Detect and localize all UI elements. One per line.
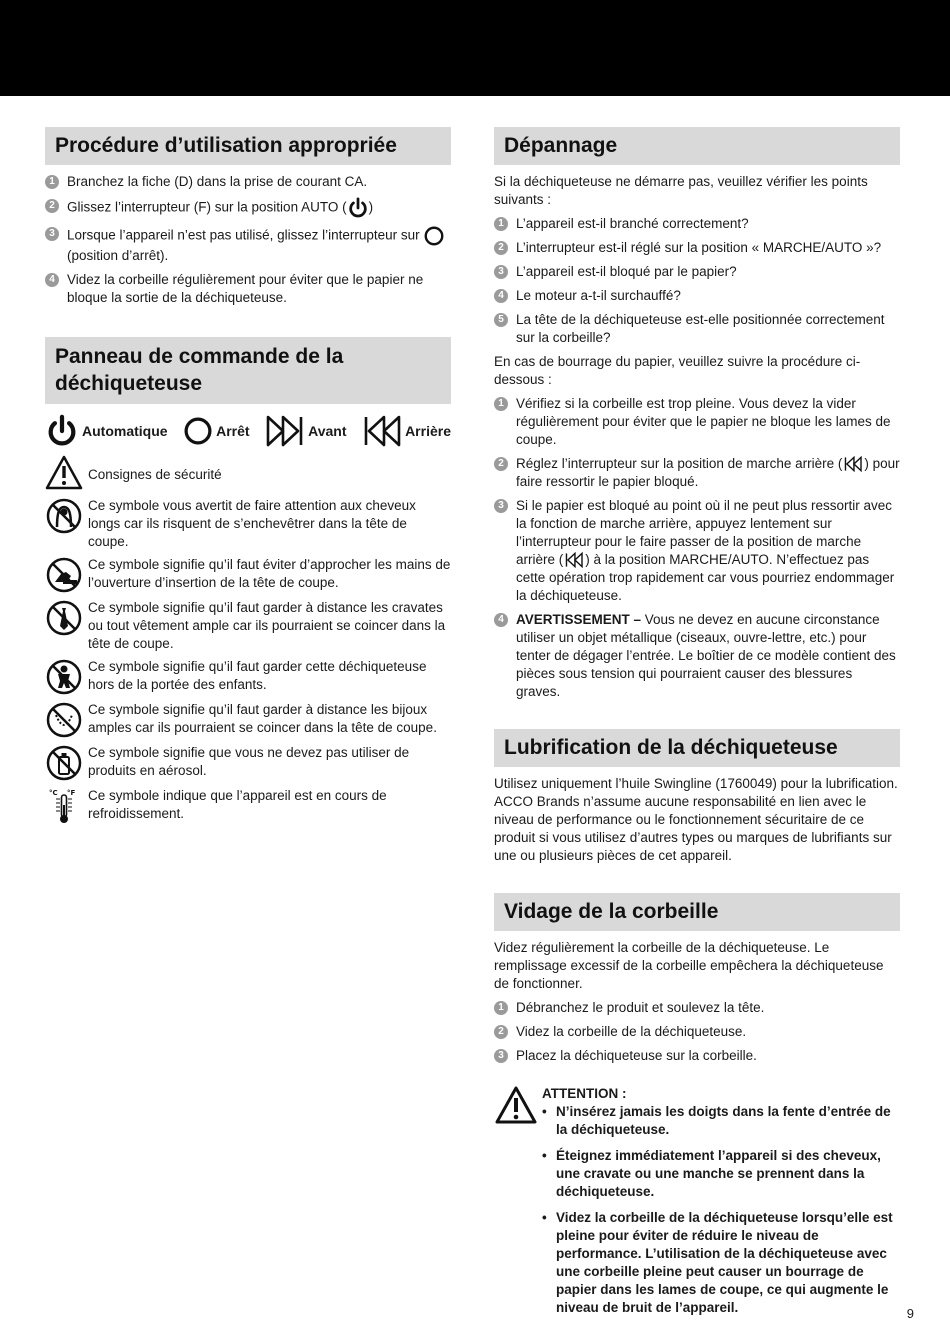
control-auto: Automatique <box>45 414 168 448</box>
step-number: 1 <box>494 397 508 411</box>
attention-bullet: • N’insérez jamais les doigts dans la fente d’entrée de la déchiqueteuse. <box>542 1103 900 1139</box>
symbol-row: Ce symbole signifie qu’il faut garder à distance les bijoux amples car ils pourraient se coincer dans la tête de coupe. <box>45 701 451 739</box>
right-column <box>494 127 900 1325</box>
no-aerosol-icon <box>45 744 83 782</box>
no-long-hair-icon <box>45 497 83 535</box>
control-reverse: Arrière <box>362 414 451 448</box>
attention-bullet: • Videz la corbeille de la déchiqueteuse lorsqu’elle est pleine pour éviter de réduire le niveau de performance. L’utilisation de la déchiqueteuse avec une corbeille pleine peut causer un bourrage de papier dans les lames de coupe, ce qui augmente le niveau de bruit de l’appareil. <box>542 1209 900 1317</box>
emptying-intro: Videz régulièrement la corbeille de la déchiqueteuse. Le remplissage excessif de la corbeille empêchera la déchiqueteuse de fonctionner. <box>494 940 884 991</box>
step-number: 4 <box>45 273 59 287</box>
symbol-row: Ce symbole signifie qu’il faut éviter d’approcher les mains de l’ouverture d’insertion de la tête de coupe. <box>45 556 451 594</box>
symbol-row: Ce symbole vous avertit de faire attention aux cheveux longs car ils risquent de s’enchevêtrer dans la tête de coupe. <box>45 497 451 551</box>
rewind-icon <box>563 552 585 568</box>
step-number: 2 <box>494 1025 508 1039</box>
rewind-icon <box>842 456 864 472</box>
page-number: 9 <box>906 1306 914 1321</box>
procedure-step: 4 Videz la corbeille régulièrement pour éviter que le papier ne bloque la sortie de la déchiqueteuse. <box>45 271 451 307</box>
thermometer-icon <box>45 787 83 825</box>
lubrication-text: Utilisez uniquement l’huile Swingline (1760049) pour la lubrification. ACCO Brands n’assume aucune responsabilité en lien avec le niveau de performance ou le fonctionnement sécuritaire de ce produit si vous utilisez d’autres types ou marques de lubrifiants sur une ou plusieurs pièces de cet appareil. <box>494 776 898 863</box>
power-icon <box>45 414 79 448</box>
step-number: 3 <box>45 227 59 241</box>
warning-label: AVERTISSEMENT – <box>516 612 642 627</box>
check-item: 2 L’interrupteur est-il réglé sur la position « MARCHE/AUTO »? <box>494 239 900 257</box>
step-number: 3 <box>494 1049 508 1063</box>
symbol-row: Ce symbole signifie qu’il faut garder cette déchiqueteuse hors de la portée des enfants. <box>45 658 451 696</box>
troubleshooting-heading: Dépannage <box>494 127 900 165</box>
step-number: 5 <box>494 313 508 327</box>
left-column <box>45 127 451 830</box>
jam-step: 4 AVERTISSEMENT – Vous ne devez en aucune circonstance utiliser un objet métallique (ciseaux, ouvre-lettre, etc.) pour tenter de dégager l’entrée. Le boîtier de ce modèle contient des pièces sous tension qui pourraient causer des blessures graves. <box>494 611 900 701</box>
svg-text:°C: °C <box>49 789 58 797</box>
jam-step: 2 Réglez l’interrupteur sur la position de marche arrière ( ) pour faire ressortir le papier bloqué. <box>494 455 900 491</box>
step-number: 2 <box>494 457 508 471</box>
step-number: 3 <box>494 499 508 513</box>
top-black-bar <box>0 0 950 96</box>
symbol-row: Consignes de sécurité <box>45 454 451 492</box>
emptying-heading: Vidage de la corbeille <box>494 893 900 931</box>
lubrication-heading: Lubrification de la déchiqueteuse <box>494 729 900 767</box>
rewind-icon <box>362 414 402 448</box>
procedure-step: 2 Glissez l’interrupteur (F) sur la position AUTO ( ) <box>45 197 451 219</box>
control-off: Arrêt <box>183 416 249 446</box>
symbol-row: °C °F Ce symbole indique que l’appareil est en cours de refroidissement. <box>45 787 451 825</box>
step-number: 4 <box>494 613 508 627</box>
check-item: 3 L’appareil est-il bloqué par le papier? <box>494 263 900 281</box>
jam-step: 3 Si le papier est bloqué au point où il ne peut plus ressortir avec la fonction de marche arrière, appuyez lentement sur l’interrupteur pour le faire passer de la position de marche arrière ( ) à la position MARCHE/AUTO. N’effectuez pas cette opération trop rapidement car vous pourriez endommager la déchiqueteuse. <box>494 497 900 605</box>
check-item: 5 La tête de la déchiqueteuse est-elle positionnée correctement sur la corbeille? <box>494 311 900 347</box>
check-item: 1 L’appareil est-il branché correctement? <box>494 215 900 233</box>
power-icon <box>347 197 369 219</box>
fast-forward-icon <box>265 414 305 448</box>
troubleshooting-intro: Si la déchiqueteuse ne démarre pas, veuillez vérifier les points suivants : <box>494 174 868 207</box>
warning-triangle-icon <box>45 454 83 492</box>
no-children-icon <box>45 658 83 696</box>
symbol-row: Ce symbole signifie qu’il faut garder à distance les cravates ou tout vêtement ample car ils pourraient se coincer dans la tête de coupe. <box>45 599 451 653</box>
step-number: 2 <box>45 199 59 213</box>
no-jewelry-icon <box>45 701 83 739</box>
no-hands-icon <box>45 556 83 594</box>
emptying-step: 2 Videz la corbeille de la déchiqueteuse. <box>494 1023 900 1041</box>
attention-block <box>494 1085 900 1325</box>
warning-triangle-icon <box>494 1085 538 1125</box>
jam-step: 1 Vérifiez si la corbeille est trop pleine. Vous devez la vider régulièrement pour éviter que le papier ne bloque les lames de coupe. <box>494 395 900 449</box>
svg-text:°F: °F <box>67 789 76 797</box>
step-number: 1 <box>494 217 508 231</box>
procedure-step: 1 Branchez la fiche (D) dans la prise de courant CA. <box>45 173 451 191</box>
off-circle-icon <box>183 416 213 446</box>
procedure-step: 3 Lorsque l’appareil n’est pas utilisé, glissez l’interrupteur sur (position d’arrêt). <box>45 225 451 265</box>
attention-bullet: • Éteignez immédiatement l’appareil si des cheveux, une cravate ou une manche se prennent dans la déchiqueteuse. <box>542 1147 900 1201</box>
off-circle-icon <box>423 225 445 247</box>
step-number: 3 <box>494 265 508 279</box>
procedure-heading: Procédure d’utilisation appropriée <box>45 127 451 165</box>
step-number: 1 <box>45 175 59 189</box>
symbol-row: Ce symbole signifie que vous ne devez pas utiliser de produits en aérosol. <box>45 744 451 782</box>
control-panel-heading: Panneau de commande de la déchiqueteuse <box>45 337 451 404</box>
control-forward: Avant <box>265 414 346 448</box>
emptying-step: 3 Placez la déchiqueteuse sur la corbeille. <box>494 1047 900 1065</box>
step-number: 2 <box>494 241 508 255</box>
attention-title: ATTENTION : <box>542 1086 627 1101</box>
check-item: 4 Le moteur a-t-il surchauffé? <box>494 287 900 305</box>
step-number: 1 <box>494 1001 508 1015</box>
emptying-step: 1 Débranchez le produit et soulevez la tête. <box>494 999 900 1017</box>
no-tie-icon <box>45 599 83 637</box>
jam-intro: En cas de bourrage du papier, veuillez suivre la procédure ci-dessous : <box>494 354 861 387</box>
control-legend <box>45 414 451 448</box>
step-number: 4 <box>494 289 508 303</box>
